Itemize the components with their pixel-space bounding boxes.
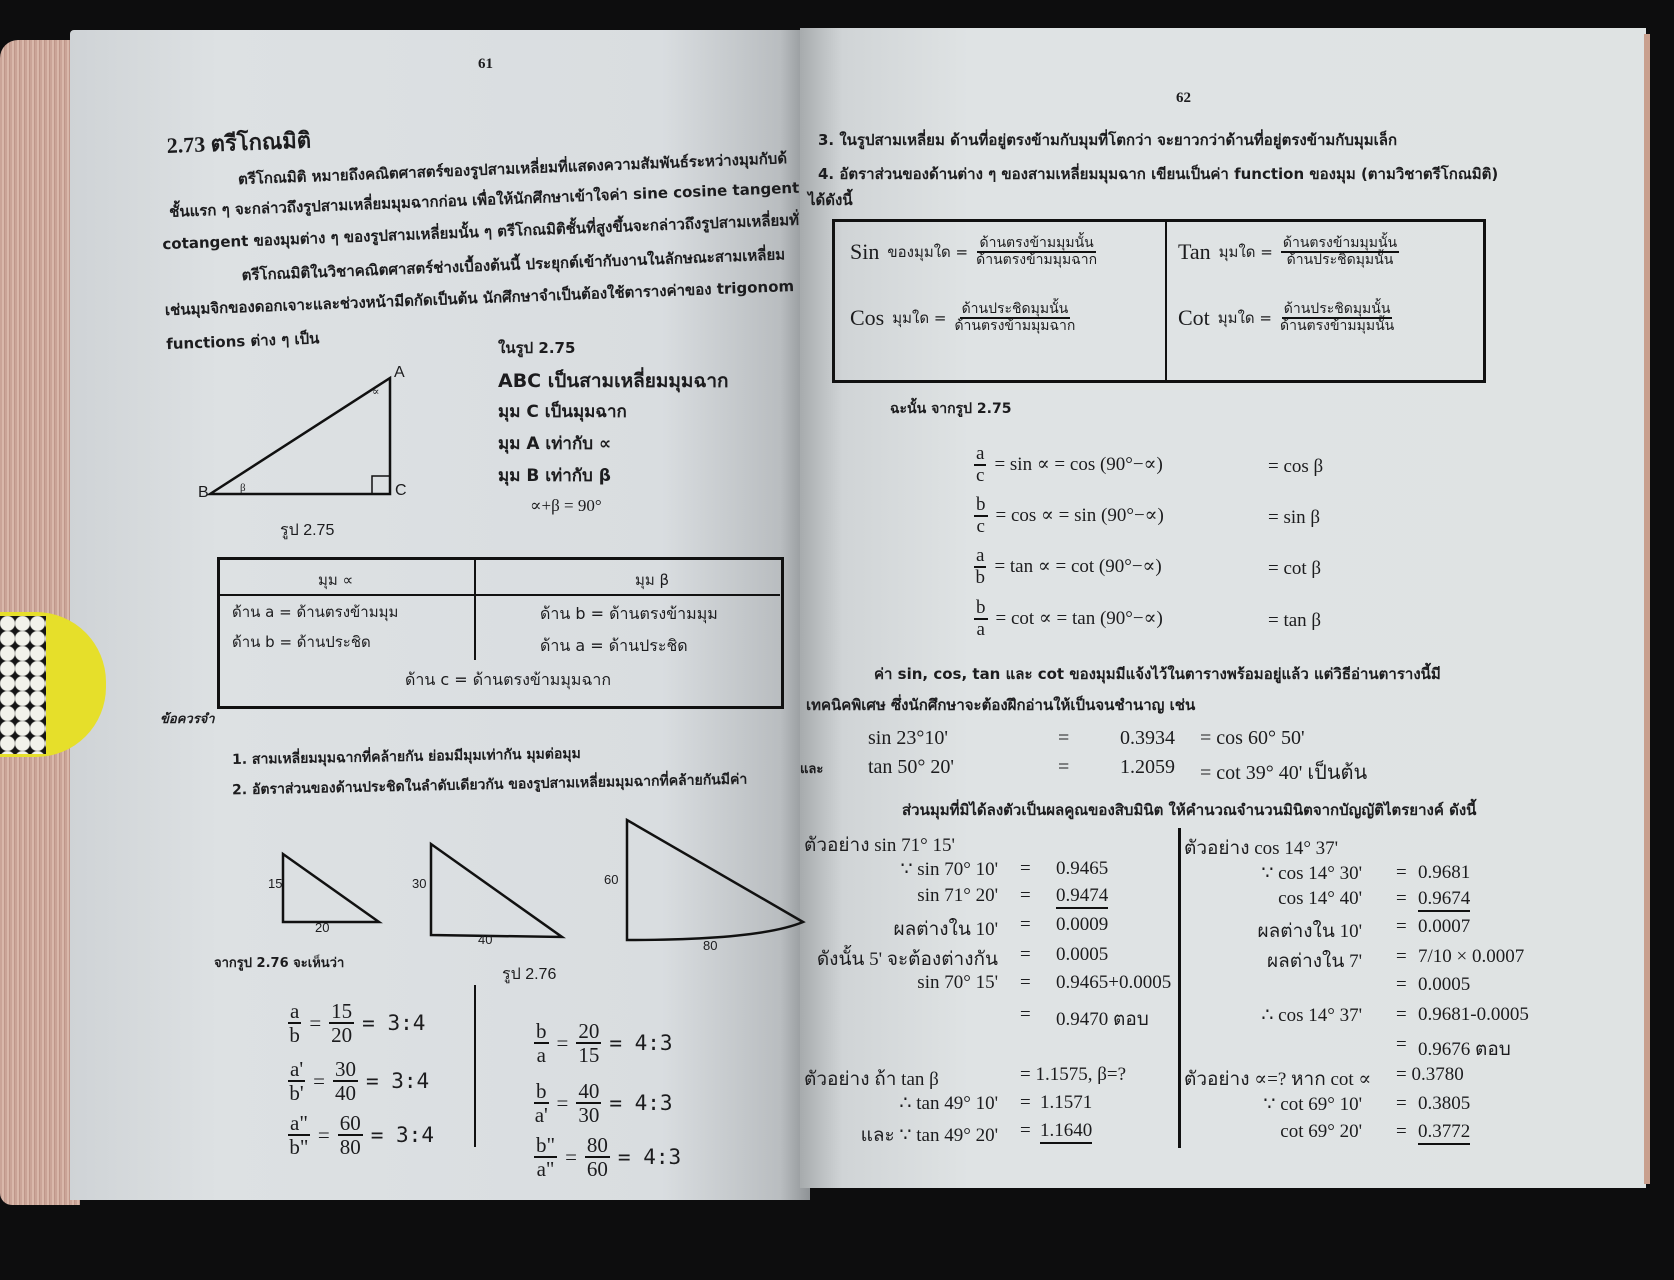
example-value: 0.0005 xyxy=(1418,974,1471,995)
fraction-numerator: 20 xyxy=(578,1019,600,1043)
example-label: ∴ tan 49° 10' xyxy=(899,1093,998,1114)
figure-note: มุม C เป็นมุมฉาก xyxy=(498,402,627,422)
example-title: ตัวอย่าง ∝=? หาก cot ∝ xyxy=(1184,1069,1372,1090)
similar-triangles-figure xyxy=(270,810,815,950)
example-label: และ ∵ tan 49° 20' xyxy=(860,1125,998,1146)
remember-label: ข้อควรจำ xyxy=(160,712,215,727)
example-eq: = xyxy=(1020,914,1031,935)
triangle-height-label: 15 xyxy=(268,876,283,891)
angle-alpha-label: ∝ xyxy=(372,386,380,398)
example-eq: = xyxy=(1020,972,1031,993)
ratio-eq: = xyxy=(565,1144,577,1169)
fraction-denominator: ด้านตรงข้ามมุมฉาก xyxy=(954,317,1076,334)
table-divider xyxy=(474,558,476,660)
ratio-lhs xyxy=(534,1080,549,1126)
ratio-lhs xyxy=(288,1058,305,1104)
lookup-lhs: sin 23°10' xyxy=(868,727,948,749)
definition-fraction xyxy=(976,236,1097,267)
table-cell: ด้าน a = ด้านตรงข้ามมุม xyxy=(232,603,399,621)
identity-expression: = cos ∝ = sin (90°−∝) xyxy=(995,505,1164,527)
identity-result: = sin β xyxy=(1268,507,1321,528)
example-eq: = xyxy=(1396,1093,1407,1114)
ratio-result: = 4:3 xyxy=(609,1031,673,1056)
example-eq: = xyxy=(1396,974,1407,995)
table-paragraph: เทคนิคพิเศษ ซึ่งนักศึกษาจะต้องฝึกอ่านให้เป็นจนชำนาญ เช่น xyxy=(806,696,1196,714)
fraction-numerator: b xyxy=(976,494,986,515)
example-value: 0.0007 xyxy=(1418,916,1471,937)
right-page-edge xyxy=(1644,34,1650,1184)
vertex-c: C xyxy=(395,482,407,499)
figure-276-lead: จากรูป 2.76 จะเห็นว่า xyxy=(214,956,345,971)
example-value: 0.9474 xyxy=(1056,885,1108,909)
example-value: 0.9465 xyxy=(1056,858,1109,879)
example-value: 0.3805 xyxy=(1418,1093,1471,1114)
fraction-numerator: 60 xyxy=(339,1111,361,1135)
example-eq: = xyxy=(1396,1004,1407,1025)
definition-row xyxy=(850,236,1097,267)
table-cell: ด้าน b = ด้านตรงข้ามมุม xyxy=(540,604,718,623)
ratio-fraction xyxy=(585,1134,610,1180)
example-eq: = xyxy=(1020,858,1031,879)
identity-expression: = sin ∝ = cos (90°−∝) xyxy=(994,454,1163,476)
interpolation-intro: ส่วนมุมที่มิได้ลงตัวเป็นผลคูณของสิบมินิต ให้คำนวณจำนวนมินิตจากบัญญัติไตรยางค์ ดังนี้ xyxy=(902,801,1477,819)
identity-expression: = tan ∝ = cot (90°−∝) xyxy=(994,556,1162,578)
example-eq: = xyxy=(1020,1120,1031,1141)
definition-fraction xyxy=(954,302,1075,333)
example-label: cot 69° 20' xyxy=(1280,1121,1362,1142)
definition-suffix: มุมใด = xyxy=(892,308,947,327)
example-title-value: = 0.3780 xyxy=(1396,1064,1464,1085)
fraction-numerator: 80 xyxy=(586,1133,608,1157)
function-name: Sin xyxy=(850,238,880,264)
triangle-height-label: 60 xyxy=(604,872,619,887)
identity-result: = cos β xyxy=(1268,456,1324,477)
ratio-result: = 4:3 xyxy=(617,1145,682,1170)
list-item: 4. อัตราส่วนของด้านต่าง ๆ ของสามเหลี่ยมมุมฉาก เขียนเป็นค่า function ของมุม (ตามวิชาตรีโกณมิติ) xyxy=(818,165,1499,183)
example-label: sin 70° 15' xyxy=(917,972,998,993)
ratio-result: = 3:4 xyxy=(365,1069,430,1094)
lookup-prefix: และ xyxy=(800,762,824,777)
right-triangle-figure xyxy=(200,370,400,500)
intro-line: ตรีโกณมิติ หมายถึงคณิตศาสตร์ของรูปสามเหลี่ยมที่แสดงความสัมพันธ์ระหว่างมุมกับด้ xyxy=(237,149,788,189)
function-name: Cos xyxy=(850,304,885,330)
lookup-rhs: = cos 60° 50' xyxy=(1200,727,1305,749)
ratio-row xyxy=(288,1000,425,1046)
fraction-denominator: ด้านตรงข้ามมุมฉาก xyxy=(976,251,1098,268)
remember-item: 2. อัตราส่วนของด้านประชิดในลำดับเดียวกัน ของรูปสามเหลี่ยมมุมฉากที่คล้ายกันมีค่า xyxy=(231,771,748,799)
figure-276-caption: รูป 2.76 xyxy=(502,966,557,983)
ratio-result: = 3:4 xyxy=(370,1123,434,1148)
ratio-fraction xyxy=(576,1020,601,1066)
fraction-denominator: 60 xyxy=(586,1157,608,1182)
identity-row xyxy=(974,444,1163,486)
example-eq: = xyxy=(1396,862,1407,883)
ratio-fraction xyxy=(333,1058,358,1104)
lookup-value: 1.2059 xyxy=(1120,756,1175,778)
identity-fraction xyxy=(974,495,988,537)
definition-row xyxy=(1178,302,1394,333)
identity-fraction xyxy=(974,546,986,588)
ratio-fraction xyxy=(338,1112,363,1158)
fraction-numerator: 40 xyxy=(578,1079,600,1103)
identity-row xyxy=(974,546,1162,588)
example-label: sin 71° 20' xyxy=(917,885,998,906)
example-value: 0.9470 ตอบ xyxy=(1056,1009,1149,1030)
section-heading: 2.73 ตรีโกณมิติ xyxy=(166,127,312,158)
fraction-numerator: 30 xyxy=(334,1057,356,1081)
triangle-base-label: 80 xyxy=(703,938,718,953)
example-value: 0.9681 xyxy=(1418,862,1471,883)
intro-line: functions ต่าง ๆ เป็น xyxy=(165,329,320,354)
definitions-divider xyxy=(1165,220,1167,380)
intro-line: เช่นมุมจิกของดอกเจาะและช่วงหน้ามีดกัดเป็นต้น นักศึกษาจำเป็นต้องใช้ตารางค่าของ trigonom xyxy=(164,277,795,320)
example-value: 0.9465+0.0005 xyxy=(1056,972,1172,993)
ratio-eq: = xyxy=(313,1068,325,1093)
triangle-base-label: 40 xyxy=(478,932,493,947)
example-label: ∴ cos 14° 37' xyxy=(1261,1005,1362,1026)
table-header-alpha: มุม ∝ xyxy=(318,571,354,589)
fraction-denominator: c xyxy=(976,515,985,537)
definition-row xyxy=(1178,236,1399,267)
example-value: 0.0005 xyxy=(1056,944,1109,965)
ratio-result: = 4:3 xyxy=(609,1091,673,1116)
ratio-divider xyxy=(474,985,476,1147)
example-value: 0.0009 xyxy=(1056,914,1109,935)
example-label: cos 14° 40' xyxy=(1278,888,1362,909)
remember-item: 1. สามเหลี่ยมมุมฉากที่คล้ายกัน ย่อมมีมุมเท่ากัน มุมต่อมุม xyxy=(231,745,581,769)
ratio-eq: = xyxy=(556,1090,569,1115)
ratio-result: = 3:4 xyxy=(362,1011,426,1036)
identity-result: = cot β xyxy=(1268,558,1322,579)
example-value: 0.9681-0.0005 xyxy=(1418,1004,1529,1025)
ratio-lhs xyxy=(534,1020,549,1066)
ratio-fraction xyxy=(329,1000,354,1046)
identity-result: = tan β xyxy=(1268,610,1322,631)
fraction-denominator: 20 xyxy=(331,1023,353,1048)
example-label: ผลต่างใน 7' xyxy=(1267,951,1362,972)
ratio-row xyxy=(534,1134,681,1180)
identity-row xyxy=(974,598,1163,640)
example-title: ตัวอย่าง cos 14° 37' xyxy=(1184,838,1339,859)
triangle-base-label: 20 xyxy=(315,920,330,935)
fraction-numerator: a" xyxy=(290,1111,308,1135)
fraction-numerator: b xyxy=(976,597,986,618)
fraction-denominator: b" xyxy=(289,1135,309,1160)
fraction-numerator: b xyxy=(536,1019,547,1043)
example-eq: = xyxy=(1396,888,1407,909)
ratio-lhs xyxy=(288,1000,301,1046)
identity-fraction xyxy=(974,598,988,640)
intro-line: cotangent ของมุมต่าง ๆ ของรูปสามเหลี่ยมนั้น ๆ ตรีโกณมิติชั้นที่สูงขึ้นจะกล่าวถึงรูปสามเหลี่ยมทั่ xyxy=(162,210,800,254)
fraction-denominator: ด้านประชิดมุมนั้น xyxy=(1286,251,1394,268)
ratio-lhs xyxy=(534,1134,557,1180)
fraction-denominator: b' xyxy=(289,1081,304,1106)
example-title: ตัวอย่าง sin 71° 15' xyxy=(804,835,955,856)
example-value: 1.1571 xyxy=(1040,1092,1093,1113)
identity-fraction xyxy=(974,444,986,486)
table-divider xyxy=(218,594,780,596)
fraction-numerator: a' xyxy=(290,1057,304,1081)
definition-suffix: มุมใด = xyxy=(1217,308,1272,327)
table-cell: ด้าน b = ด้านประชิด xyxy=(232,633,371,651)
ratio-row xyxy=(534,1080,673,1126)
intro-line: ตรีโกณมิติในวิชาคณิตศาสตร์ช่างเบื้องต้นนี้ ประยุกต์เข้ากับงานในลักษณะสามเหลี่ยม xyxy=(241,245,786,285)
example-eq: = xyxy=(1020,885,1031,906)
definition-suffix: มุมใด = xyxy=(1218,242,1273,261)
clip-dot-pattern xyxy=(0,616,46,754)
ratio-eq: = xyxy=(556,1030,569,1055)
example-value: 0.9674 xyxy=(1418,888,1470,912)
vertex-b: B xyxy=(198,484,209,501)
example-eq: = xyxy=(1396,1034,1407,1055)
therefore-label: ฉะนั้น จากรูป 2.75 xyxy=(890,401,1012,417)
angle-beta-label: β xyxy=(240,482,246,494)
page-number-62: 62 xyxy=(1176,90,1191,106)
fraction-denominator: 30 xyxy=(578,1103,600,1128)
table-paragraph: ค่า sin, cos, tan และ cot ของมุมมีแจ้งไว้ในตารางพร้อมอยู่แล้ว แต่วิธีอ่านตารางนี้มี xyxy=(874,665,1441,683)
example-value: 7/10 × 0.0007 xyxy=(1418,946,1525,967)
example-label: ∵ cos 14° 30' xyxy=(1261,863,1362,884)
page-number-61: 61 xyxy=(478,56,493,72)
lookup-rhs: = cot 39° 40' เป็นต้น xyxy=(1200,762,1368,784)
example-title: ตัวอย่าง ถ้า tan β xyxy=(804,1069,939,1090)
example-label: ∵ sin 70° 10' xyxy=(900,859,998,880)
fraction-denominator: c xyxy=(976,464,985,486)
example-eq: = xyxy=(1396,946,1407,967)
fraction-numerator: a xyxy=(976,443,985,464)
list-item: 3. ในรูปสามเหลี่ยม ด้านที่อยู่ตรงข้ามกับมุมที่โตกว่า จะยาวกว่าด้านที่อยู่ตรงข้ามกับมุมเล็ก xyxy=(818,131,1398,149)
figure-275-caption: รูป 2.75 xyxy=(280,522,335,539)
ratio-eq: = xyxy=(309,1010,322,1035)
lookup-value: 0.3934 xyxy=(1120,727,1175,749)
example-value: 0.3772 xyxy=(1418,1121,1470,1145)
figure-note: ในรูป 2.75 xyxy=(498,339,576,357)
ratio-row xyxy=(288,1112,434,1158)
fraction-numerator: b xyxy=(536,1079,547,1103)
intro-line: ชั้นแรก ๆ จะกล่าวถึงรูปสามเหลี่ยมมุมฉากก่อน เพื่อให้นักศึกษาเข้าใจค่า sine cosine tangent xyxy=(168,178,800,221)
ratio-lhs xyxy=(288,1112,310,1158)
ratio-row xyxy=(534,1020,673,1066)
fraction-denominator: a" xyxy=(536,1157,555,1182)
fraction-denominator: 80 xyxy=(339,1135,361,1160)
example-eq: = xyxy=(1020,944,1031,965)
list-item: ได้ดังนี้ xyxy=(808,191,853,209)
fraction-denominator: b xyxy=(975,566,985,588)
ratio-row xyxy=(288,1058,429,1104)
example-value: 0.9676 ตอบ xyxy=(1418,1039,1511,1060)
lookup-lhs: tan 50° 20' xyxy=(868,756,955,778)
fraction-numerator: ด้านตรงข้ามมุมนั้น xyxy=(1282,235,1398,251)
lookup-eq: = xyxy=(1058,756,1070,778)
fraction-numerator: ด้านประชิดมุมนั้น xyxy=(961,301,1069,317)
example-label: ผลต่างใน 10' xyxy=(1257,921,1362,942)
example-eq: = xyxy=(1020,1092,1031,1113)
example-label: ∵ cot 69° 10' xyxy=(1263,1094,1362,1115)
ratio-eq: = xyxy=(317,1122,330,1147)
fraction-denominator: a xyxy=(976,618,985,640)
definition-suffix: ของมุมใด = xyxy=(887,242,969,261)
example-eq: = xyxy=(1020,1004,1031,1025)
fraction-numerator: b" xyxy=(536,1133,556,1157)
table-cell: ด้าน a = ด้านประชิด xyxy=(540,636,688,655)
figure-note: มุม B เท่ากับ β xyxy=(498,466,611,486)
fraction-denominator: 15 xyxy=(578,1043,600,1068)
angle-sum: ∝+β = 90° xyxy=(530,496,602,515)
ratio-fraction xyxy=(576,1080,601,1126)
fraction-numerator: ด้านประชิดมุมนั้น xyxy=(1283,301,1391,317)
fraction-denominator: b xyxy=(289,1023,300,1048)
fraction-denominator: a' xyxy=(534,1103,548,1128)
definition-fraction xyxy=(1281,236,1399,267)
fraction-denominator: ด้านตรงข้ามมุมนั้น xyxy=(1279,317,1395,334)
function-name: Tan xyxy=(1178,238,1211,264)
fraction-numerator: a xyxy=(976,545,985,566)
fraction-numerator: ด้านตรงข้ามมุมนั้น xyxy=(979,235,1094,251)
definition-fraction xyxy=(1280,302,1394,333)
figure-note: ABC เป็นสามเหลี่ยมมุมฉาก xyxy=(498,370,729,392)
lookup-eq: = xyxy=(1058,727,1070,749)
example-value: 1.1640 xyxy=(1040,1120,1092,1144)
identity-expression: = cot ∝ = tan (90°−∝) xyxy=(995,608,1163,630)
examples-divider xyxy=(1178,828,1181,1148)
function-name: Cot xyxy=(1178,304,1210,330)
definition-row xyxy=(850,302,1075,333)
example-title-value: = 1.1575, β=? xyxy=(1020,1064,1127,1085)
intro-block xyxy=(162,103,814,357)
example-label: ดังนั้น 5' จะต้องต่างกัน xyxy=(816,949,998,970)
example-eq: = xyxy=(1396,1121,1407,1142)
figure-note: มุม A เท่ากับ ∝ xyxy=(498,434,612,454)
example-eq: = xyxy=(1396,916,1407,937)
example-label: ผลต่างใน 10' xyxy=(893,919,998,940)
fraction-denominator: a xyxy=(536,1043,546,1068)
fraction-numerator: 15 xyxy=(331,999,353,1023)
fraction-denominator: 40 xyxy=(334,1081,356,1106)
vertex-a: A xyxy=(394,364,405,381)
identity-row xyxy=(974,495,1164,537)
fraction-numerator: a xyxy=(290,999,300,1023)
table-footer: ด้าน c = ด้านตรงข้ามมุมฉาก xyxy=(405,670,612,689)
table-header-beta: มุม β xyxy=(635,571,670,589)
triangle-height-label: 30 xyxy=(412,876,427,891)
